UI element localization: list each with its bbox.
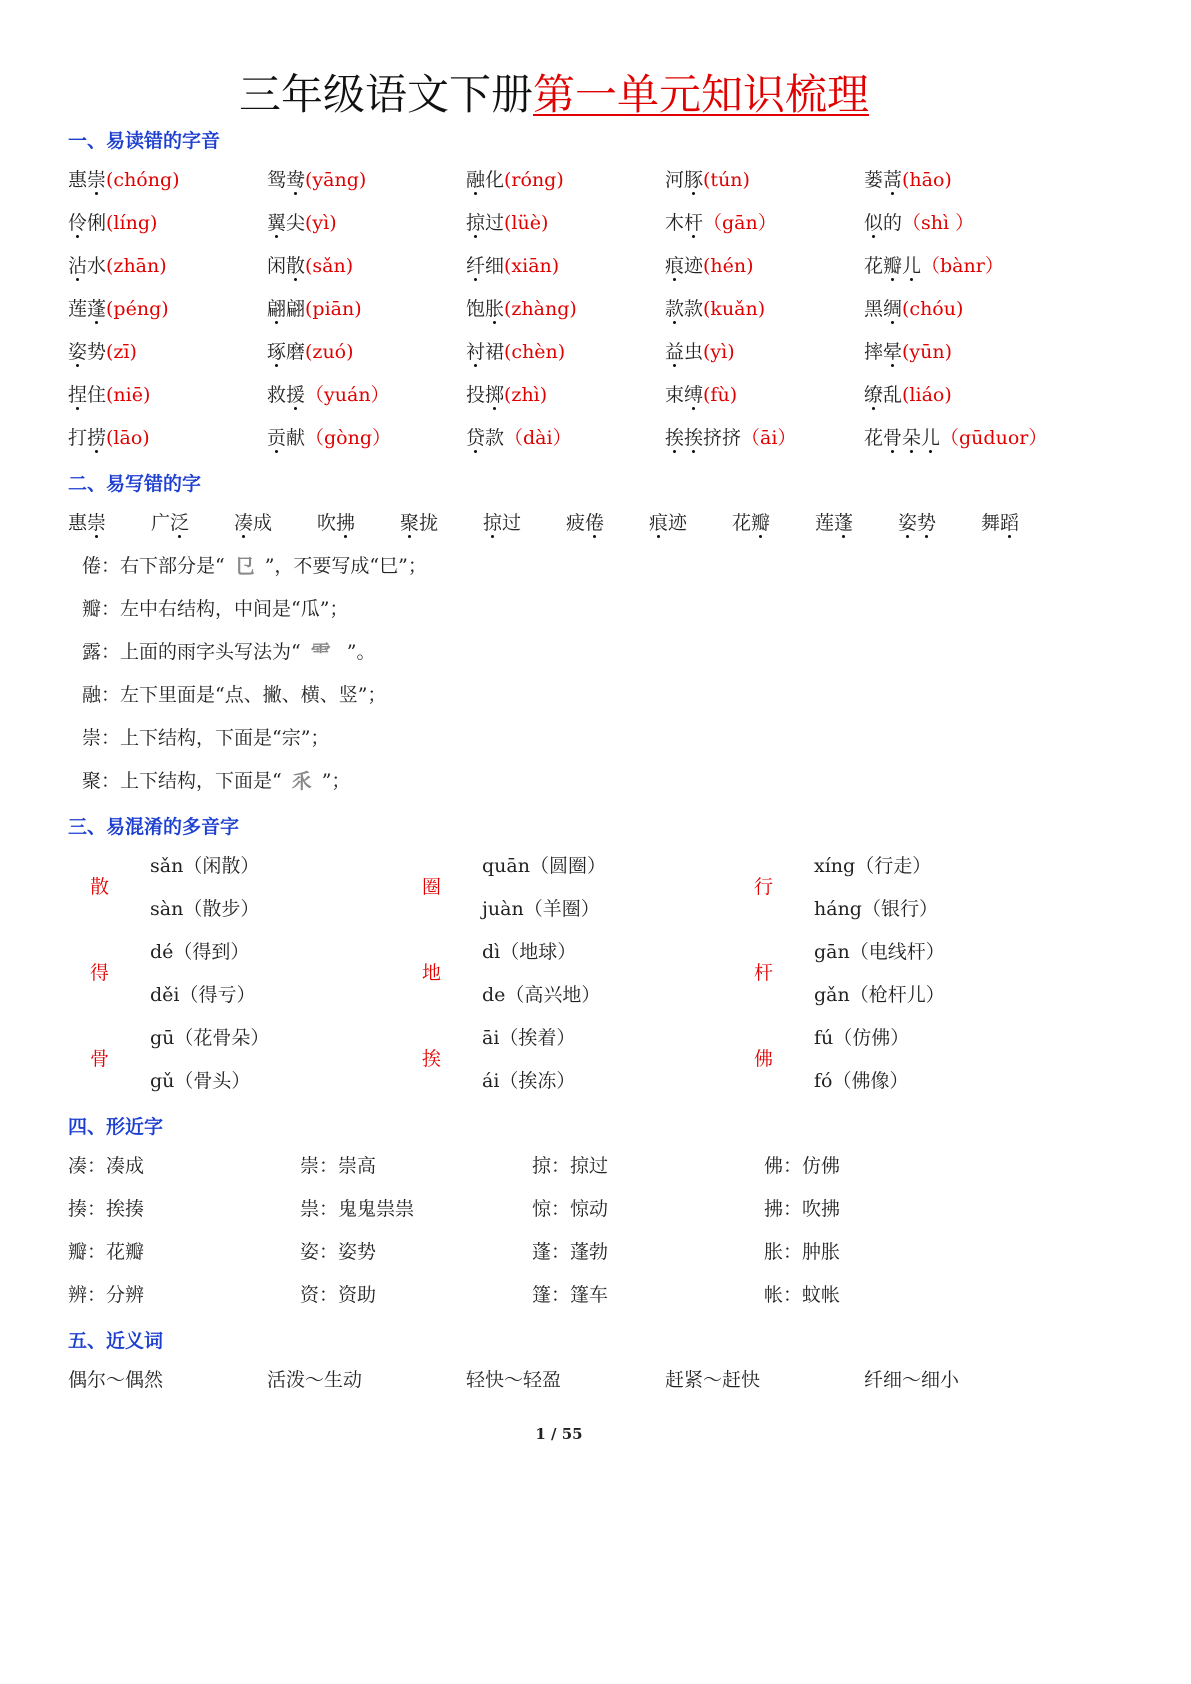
emphasis-dot (294, 278, 297, 281)
pinyin: (zī) (106, 341, 137, 363)
writing-word (649, 511, 687, 535)
page-title (0, 62, 1108, 122)
polyphone-reading: gǎn（枪杆儿） (814, 984, 945, 1006)
pinyin: (yì) (703, 341, 735, 363)
emphasis-dot (692, 235, 695, 238)
polyphone-reading: děi（得亏） (150, 984, 256, 1006)
section-5-heading: 五、近义词 (68, 1330, 164, 1352)
word: 鸳鸯 (267, 168, 305, 192)
emphasis-dot (344, 535, 347, 538)
word: 花瓣 (732, 511, 770, 535)
word: 纤细 (466, 254, 504, 278)
emphasis-dot (76, 278, 79, 281)
word: 姿势 (898, 511, 936, 535)
emphasis-dot (673, 278, 676, 281)
polyphone-char: 佛 (754, 1048, 774, 1070)
polyphone-reading: dé（得到） (150, 941, 250, 963)
word: 款款 (665, 297, 703, 321)
pinyin: (zhān) (106, 255, 167, 277)
pronunciation-item (68, 340, 137, 364)
emphasis-dot (872, 235, 875, 238)
pronunciation-item (665, 211, 777, 235)
pinyin: （shì ） (902, 212, 975, 234)
similar-char-item: 祟：鬼鬼祟祟 (300, 1198, 415, 1220)
similar-char-item: 佛：仿佛 (764, 1155, 841, 1177)
word: 聚拢 (400, 511, 438, 535)
synonym-item: 轻快～轻盈 (466, 1369, 562, 1391)
writing-word (151, 511, 189, 535)
polyphone-reading: quān（圆圈） (482, 855, 606, 877)
pronunciation-item (665, 254, 754, 278)
similar-char-item: 姿：姿势 (300, 1241, 377, 1263)
similar-char-item: 惊：惊动 (532, 1198, 609, 1220)
word: 凑成 (234, 511, 272, 535)
emphasis-dot (891, 192, 894, 195)
pronunciation-item (665, 383, 737, 407)
polyphone-reading: gǔ（骨头） (150, 1070, 251, 1092)
pinyin: （āi） (741, 427, 797, 449)
polyphone-char: 地 (422, 962, 442, 984)
note-text: 融：左下里面是“点、撇、横、竖”； (82, 684, 387, 706)
section-2-heading: 二、易写错的字 (68, 473, 202, 495)
pinyin: （dài） (504, 427, 572, 449)
emphasis-dot (872, 407, 875, 410)
emphasis-dot (925, 535, 928, 538)
section-3-heading: 三、易混淆的多音字 (68, 816, 240, 838)
pinyin: (chóng) (106, 169, 180, 191)
pronunciation-item (466, 297, 577, 321)
similar-char-item: 崇：崇高 (300, 1155, 377, 1177)
word: 木杆 (665, 211, 703, 235)
synonym-item: 纤细～细小 (864, 1369, 960, 1391)
glyph-image: 㔾 (234, 554, 255, 578)
pinyin: （yuán） (305, 384, 390, 406)
emphasis-dot (673, 321, 676, 324)
word: 打捞 (68, 426, 106, 450)
word: 翼尖 (267, 211, 305, 235)
word: 花瓣儿 (864, 254, 921, 278)
word: 缭乱 (864, 383, 902, 407)
word: 捏住 (68, 383, 106, 407)
pronunciation-item (665, 340, 735, 364)
emphasis-dot (95, 321, 98, 324)
pronunciation-item (864, 426, 1047, 450)
emphasis-dot (891, 321, 894, 324)
emphasis-dot (95, 535, 98, 538)
note-text: 露：上面的雨字头写法为“ (82, 641, 301, 663)
note-text: ”。 (340, 641, 376, 663)
word: 痕迹 (665, 254, 703, 278)
pronunciation-item (665, 426, 796, 450)
writing-note (82, 726, 329, 750)
word: 吹拂 (317, 511, 355, 535)
word: 饱胀 (466, 297, 504, 321)
pinyin: (kuǎn) (703, 298, 766, 320)
similar-char-item: 凑：凑成 (68, 1155, 145, 1177)
polyphone-reading: āi（挨着） (482, 1027, 576, 1049)
pinyin: （bànr） (921, 255, 1004, 277)
pronunciation-item (267, 254, 353, 278)
polyphone-reading: fú（仿佛） (814, 1027, 910, 1049)
pronunciation-item (864, 297, 963, 321)
pronunciation-item (267, 297, 362, 321)
glyph-image: 乑 (291, 769, 312, 793)
similar-char-item: 胀：肿胀 (764, 1241, 841, 1263)
pinyin: (péng) (106, 298, 169, 320)
word: 沾水 (68, 254, 106, 278)
note-text: 倦：右下部分是“ (82, 555, 225, 577)
pronunciation-item (466, 340, 565, 364)
emphasis-dot (910, 278, 913, 281)
pinyin: (yì) (305, 212, 337, 234)
pronunciation-item (864, 211, 974, 235)
similar-char-item: 拂：吹拂 (764, 1198, 841, 1220)
writing-word (732, 511, 770, 535)
writing-word (234, 511, 272, 535)
title-red: 第一单元知识梳理 (533, 70, 870, 119)
emphasis-dot (657, 535, 660, 538)
pronunciation-item (68, 297, 169, 321)
word: 伶俐 (68, 211, 106, 235)
polyphone-reading: gān（电线杆） (814, 941, 945, 963)
writing-note (82, 640, 375, 664)
pinyin: (lāo) (106, 427, 150, 449)
emphasis-dot (493, 321, 496, 324)
section-4-heading: 四、形近字 (68, 1116, 164, 1138)
emphasis-dot (95, 192, 98, 195)
similar-char-item: 揍：挨揍 (68, 1198, 145, 1220)
pinyin: (fù) (703, 384, 738, 406)
pinyin: (sǎn) (305, 255, 354, 277)
writing-word (400, 511, 438, 535)
similar-char-item: 资：资助 (300, 1284, 377, 1306)
pronunciation-item (267, 211, 337, 235)
polyphone-char: 行 (754, 876, 774, 898)
pronunciation-item (466, 254, 559, 278)
polyphone-reading: sǎn（闲散） (150, 855, 260, 877)
polyphone-char: 圈 (422, 876, 442, 898)
emphasis-dot (474, 450, 477, 453)
emphasis-dot (593, 535, 596, 538)
note-text: ”； (321, 770, 351, 792)
word: 黑绸 (864, 297, 902, 321)
similar-char-item: 辨：分辨 (68, 1284, 145, 1306)
word: 莲蓬 (815, 511, 853, 535)
pinyin: (lüè) (504, 212, 549, 234)
word: 掠过 (483, 511, 521, 535)
word: 舞蹈 (981, 511, 1019, 535)
writing-word (317, 511, 355, 535)
writing-word (566, 511, 604, 535)
emphasis-dot (178, 535, 181, 538)
emphasis-dot (275, 321, 278, 324)
pronunciation-item (68, 168, 180, 192)
pronunciation-item (665, 297, 765, 321)
emphasis-dot (891, 450, 894, 453)
pinyin: (zhì) (504, 384, 548, 406)
word: 束缚 (665, 383, 703, 407)
word: 挨挨挤挤 (665, 426, 741, 450)
note-text: 瓣：左中右结构，中间是“瓜”； (82, 598, 349, 620)
emphasis-dot (76, 407, 79, 410)
writing-note (82, 597, 348, 621)
emphasis-dot (474, 364, 477, 367)
synonym-item: 偶尔～偶然 (68, 1369, 164, 1391)
emphasis-dot (759, 535, 762, 538)
pinyin: (yūn) (902, 341, 953, 363)
pinyin: (chèn) (504, 341, 566, 363)
writing-word (483, 511, 521, 535)
similar-char-item: 蓬：蓬勃 (532, 1241, 609, 1263)
emphasis-dot (275, 364, 278, 367)
pronunciation-item (68, 426, 150, 450)
word: 花骨朵儿 (864, 426, 940, 450)
polyphone-reading: juàn（羊圈） (482, 898, 600, 920)
pinyin: (chóu) (902, 298, 964, 320)
emphasis-dot (906, 535, 909, 538)
pronunciation-item (864, 340, 952, 364)
word: 救援 (267, 383, 305, 407)
word: 痕迹 (649, 511, 687, 535)
emphasis-dot (673, 450, 676, 453)
word: 翩翩 (267, 297, 305, 321)
polyphone-reading: gū（花骨朵） (150, 1027, 270, 1049)
pinyin: (tún) (703, 169, 750, 191)
word: 衬裙 (466, 340, 504, 364)
word: 闲散 (267, 254, 305, 278)
pronunciation-item (864, 383, 952, 407)
synonym-item: 活泼～生动 (267, 1369, 363, 1391)
emphasis-dot (891, 278, 894, 281)
word: 似的 (864, 211, 902, 235)
emphasis-dot (474, 192, 477, 195)
emphasis-dot (891, 364, 894, 367)
polyphone-reading: ái（挨冻） (482, 1070, 576, 1092)
pinyin: (piān) (305, 298, 362, 320)
emphasis-dot (692, 407, 695, 410)
pronunciation-item (466, 211, 548, 235)
word: 掠过 (466, 211, 504, 235)
polyphone-reading: xíng（行走） (814, 855, 932, 877)
writing-note (82, 683, 386, 707)
writing-note (82, 769, 350, 793)
emphasis-dot (275, 235, 278, 238)
pinyin: (hén) (703, 255, 754, 277)
pronunciation-item (466, 426, 572, 450)
pinyin: (zuó) (305, 341, 354, 363)
word: 融化 (466, 168, 504, 192)
polyphone-char: 挨 (422, 1048, 442, 1070)
section-1-heading: 一、易读错的字音 (68, 130, 221, 152)
pinyin: (niē) (106, 384, 151, 406)
pronunciation-item (864, 168, 952, 192)
polyphone-char: 散 (90, 876, 110, 898)
word: 莲蓬 (68, 297, 106, 321)
note-text: ”，不要写成“巳”； (264, 555, 427, 577)
polyphone-reading: dì（地球） (482, 941, 577, 963)
emphasis-dot (493, 407, 496, 410)
pinyin: （gān） (703, 212, 777, 234)
page-number: 1 / 55 (535, 1425, 583, 1443)
emphasis-dot (929, 450, 932, 453)
polyphone-reading: sàn（散步） (150, 898, 260, 920)
word: 贷款 (466, 426, 504, 450)
similar-char-item: 篷：篷车 (532, 1284, 609, 1306)
emphasis-dot (408, 535, 411, 538)
pronunciation-item (267, 168, 366, 192)
glyph-image: ⻗ (310, 640, 331, 664)
writing-word (981, 511, 1019, 535)
emphasis-dot (474, 235, 477, 238)
polyphone-reading: de（高兴地） (482, 984, 601, 1006)
emphasis-dot (692, 192, 695, 195)
word: 河豚 (665, 168, 703, 192)
word: 疲倦 (566, 511, 604, 535)
pronunciation-item (267, 383, 390, 407)
pronunciation-item (466, 383, 547, 407)
pinyin: (liáo) (902, 384, 952, 406)
emphasis-dot (673, 364, 676, 367)
writing-word (898, 511, 936, 535)
word: 姿势 (68, 340, 106, 364)
word: 投掷 (466, 383, 504, 407)
pronunciation-item (267, 426, 391, 450)
pronunciation-item (267, 340, 354, 364)
pronunciation-item (68, 211, 157, 235)
polyphone-char: 骨 (90, 1048, 110, 1070)
pronunciation-item (665, 168, 750, 192)
emphasis-dot (275, 450, 278, 453)
pinyin: (zhàng) (504, 298, 577, 320)
similar-char-item: 掠：掠过 (532, 1155, 609, 1177)
pinyin: （gūduor） (940, 427, 1048, 449)
title-black: 三年级语文下册 (238, 70, 533, 119)
pronunciation-item (864, 254, 1004, 278)
word: 蒌蒿 (864, 168, 902, 192)
writing-note (82, 554, 427, 578)
emphasis-dot (474, 278, 477, 281)
pinyin: （gòng） (305, 427, 392, 449)
word: 惠崇 (68, 168, 106, 192)
polyphone-char: 杆 (754, 962, 774, 984)
emphasis-dot (491, 535, 494, 538)
similar-char-item: 瓣：花瓣 (68, 1241, 145, 1263)
polyphone-reading: háng（银行） (814, 898, 938, 920)
pinyin: (yāng) (305, 169, 367, 191)
similar-char-item: 帐：蚊帐 (764, 1284, 841, 1306)
polyphone-reading: fó（佛像） (814, 1070, 909, 1092)
writing-word (68, 511, 106, 535)
emphasis-dot (95, 450, 98, 453)
emphasis-dot (910, 450, 913, 453)
pinyin: (xiān) (504, 255, 560, 277)
pronunciation-item (466, 168, 564, 192)
writing-word (815, 511, 853, 535)
pronunciation-item (68, 383, 150, 407)
emphasis-dot (76, 364, 79, 367)
pinyin: (róng) (504, 169, 564, 191)
note-text: 聚：上下结构，下面是“ (82, 770, 282, 792)
emphasis-dot (842, 535, 845, 538)
emphasis-dot (76, 235, 79, 238)
word: 惠崇 (68, 511, 106, 535)
word: 摔晕 (864, 340, 902, 364)
word: 琢磨 (267, 340, 305, 364)
word: 益虫 (665, 340, 703, 364)
pronunciation-item (68, 254, 167, 278)
emphasis-dot (294, 407, 297, 410)
emphasis-dot (1008, 535, 1011, 538)
note-text: 崇：上下结构，下面是“宗”； (82, 727, 330, 749)
emphasis-dot (242, 535, 245, 538)
pinyin: (líng) (106, 212, 158, 234)
polyphone-char: 得 (90, 962, 110, 984)
emphasis-dot (692, 450, 695, 453)
emphasis-dot (294, 192, 297, 195)
word: 贡献 (267, 426, 305, 450)
word: 广泛 (151, 511, 189, 535)
synonym-item: 赶紧～赶快 (665, 1369, 761, 1391)
pinyin: (hāo) (902, 169, 952, 191)
